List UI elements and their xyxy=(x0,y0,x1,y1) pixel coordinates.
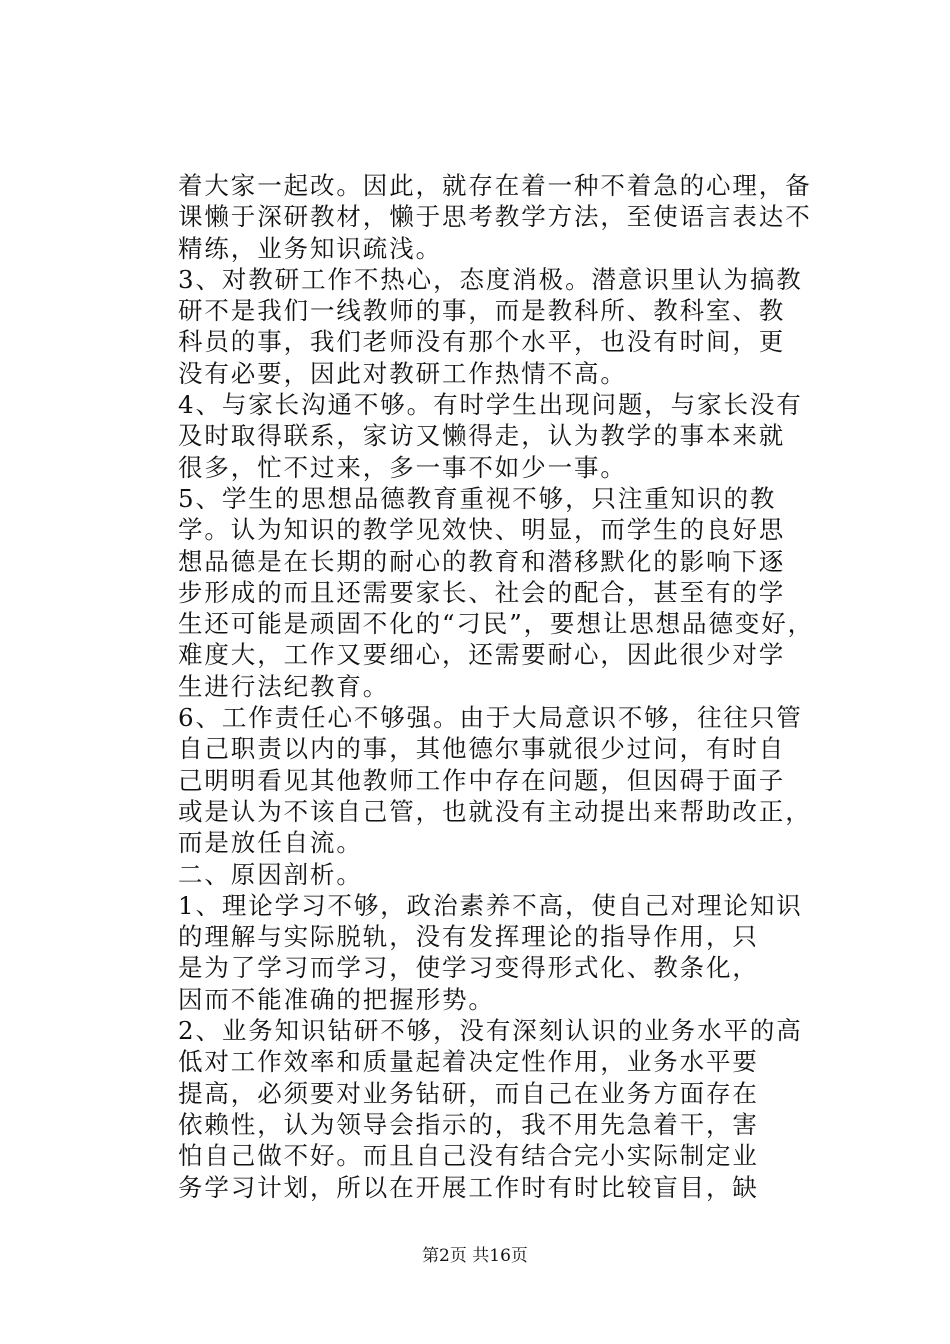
text-line: 2、业务知识钻研不够，没有深刻认识的业务水平的高 xyxy=(178,1016,803,1046)
text-line: 着大家一起改。因此，就存在着一种不着急的心理，备 xyxy=(178,171,812,200)
text-line: 务学习计划，所以在开展工作时有时比较盲目，缺 xyxy=(178,1172,759,1202)
text-line: 5、学生的思想品德教育重视不够，只注重知识的教 xyxy=(178,483,777,513)
document-body xyxy=(178,170,818,1203)
text-line: 依赖性，认为领导会指示的，我不用先急着干，害 xyxy=(178,1109,759,1139)
text-line: 提高，必须要对业务钻研，而自己在业务方面存在 xyxy=(178,1078,759,1108)
text-line: 怕自己做不好。而且自己没有结合完小实际制定业 xyxy=(178,1141,759,1171)
text-line: 想品德是在长期的耐心的教育和潜移默化的影响下逐 xyxy=(178,546,786,576)
text-line: 4、与家长沟通不够。有时学生出现问题，与家长没有 xyxy=(178,390,803,420)
text-line: 很多，忙不过来，多一事不如少一事。 xyxy=(178,452,627,482)
text-line: 及时取得联系，家访又懒得走，认为教学的事本来就 xyxy=(178,421,786,451)
text-line: 生进行法纪教育。 xyxy=(178,671,390,701)
text-line: 自己职责以内的事，其他德尔事就很少过问，有时自 xyxy=(178,734,786,764)
text-line: 生还可能是顽固不化的“刁民”，要想让思想品德变好， xyxy=(178,609,815,639)
text-line: 因而不能准确的把握形势。 xyxy=(178,984,495,1014)
text-line: 精练，业务知识疏浅。 xyxy=(178,233,442,263)
section-heading: 二、原因剖析。 xyxy=(178,859,363,889)
text-line: 1、理论学习不够，政治素养不高，使自己对理论知识 xyxy=(178,890,803,920)
text-line: 低对工作效率和质量起着决定性作用，业务水平要 xyxy=(178,1047,759,1077)
text-line: 学。认为知识的教学见效快、明显，而学生的良好思 xyxy=(178,515,786,545)
text-line: 科员的事，我们老师没有那个水平，也没有时间，更 xyxy=(178,327,786,357)
text-line: 课懒于深研教材，懒于思考教学方法，至使语言表达不 xyxy=(178,202,812,232)
text-line: 是为了学习而学习，使学习变得形式化、教条化， xyxy=(178,953,759,983)
text-line: 3、对教研工作不热心，态度消极。潜意识里认为搞教 xyxy=(178,264,803,294)
page-number-footer: 第2页 共16页 xyxy=(422,1246,528,1266)
text-line: 的理解与实际脱轨，没有发挥理论的指导作用，只 xyxy=(178,922,759,952)
text-line: 己明明看见其他教师工作中存在问题，但因碍于面子 xyxy=(178,765,786,795)
text-line: 研不是我们一线教师的事，而是教科所、教科室、教 xyxy=(178,296,786,326)
text-line: 或是认为不该自己管，也就没有主动提出来帮助改正， xyxy=(178,796,812,826)
text-line: 而是放任自流。 xyxy=(178,828,363,858)
text-line: 步形成的而且还需要家长、社会的配合，甚至有的学 xyxy=(178,577,786,607)
text-line: 难度大，工作又要细心，还需要耐心，因此很少对学 xyxy=(178,640,786,670)
text-line: 没有必要，因此对教研工作热情不高。 xyxy=(178,358,627,388)
text-line: 6、工作责任心不够强。由于大局意识不够，往往只管 xyxy=(178,703,803,733)
